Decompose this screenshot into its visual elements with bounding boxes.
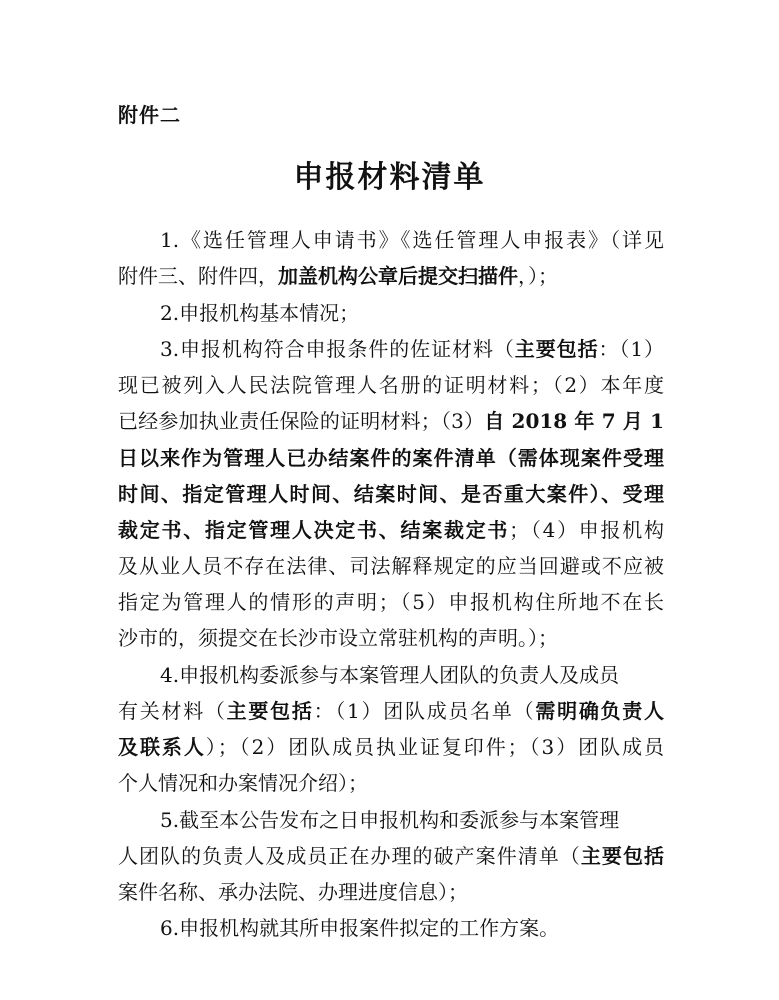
text-segment: 时间、指定管理人时间、结案时间、是否重大案件）、受理	[118, 482, 664, 506]
text-segment: 4.申报机构委派参与本案管理人团队的负责人及成员	[160, 663, 620, 687]
body-line	[118, 258, 664, 294]
body-line	[160, 222, 664, 258]
text-segment: ）；（2）团队成员执业证复印件；（3）团队成员	[205, 735, 665, 759]
body-line	[160, 802, 664, 838]
body-line	[118, 512, 664, 548]
text-segment: ，）；	[518, 264, 558, 288]
text-segment: 主要包括	[514, 337, 599, 361]
text-segment: 个人情况和办案情况介绍）；	[118, 771, 368, 795]
body-line	[118, 874, 664, 910]
text-segment: 1.《选任管理人申请书》《选任管理人申报表》（详见	[160, 228, 664, 252]
text-segment: 主要包括	[580, 844, 665, 868]
body-line	[118, 476, 664, 512]
body-line	[118, 548, 664, 584]
text-segment: 加盖机构公章后提交扫描件	[278, 264, 518, 288]
body-line	[160, 910, 664, 946]
text-segment: ；（4）申报机构	[509, 518, 664, 542]
text-segment: 有关材料（	[118, 699, 227, 723]
text-segment: 5.截至本公告发布之日申报机构和委派参与本案管理	[160, 808, 620, 832]
text-segment: 及从业人员不存在法律、司法解释规定的应当回避或不应被	[118, 554, 664, 578]
text-segment: 主要包括	[226, 699, 314, 723]
body-line	[118, 584, 664, 620]
body-line	[118, 403, 664, 439]
body-line	[118, 838, 664, 874]
text-segment: 6.申报机构就其所申报案件拟定的工作方案。	[160, 916, 560, 940]
text-segment: ：（1）团队成员名单（	[313, 699, 536, 723]
text-segment: 需明确负责人	[535, 699, 665, 723]
text-segment: 人团队的负责人及成员正在办理的破产案件清单（	[118, 844, 581, 868]
text-segment: ：（1）	[598, 337, 664, 361]
body-line	[118, 693, 664, 729]
text-segment: 裁定书、指定管理人决定书、结案裁定书	[118, 518, 510, 542]
body-line	[160, 657, 664, 693]
text-segment: 及联系人	[118, 735, 206, 759]
attachment-label: 附件二	[118, 103, 181, 127]
body-line	[118, 440, 664, 476]
text-segment: 沙市的，须提交在长沙市设立常驻机构的声明。）；	[118, 626, 558, 650]
text-segment: 附件三、附件四，	[118, 264, 278, 288]
text-segment: 现已被列入人民法院管理人名册的证明材料；（2）本年度	[118, 373, 664, 397]
document-title: 申报材料清单	[293, 160, 486, 195]
body-line	[118, 765, 664, 801]
text-segment: 案件名称、承办法院、办理进度信息	[118, 880, 438, 904]
body-line	[160, 331, 664, 367]
text-segment: 指定为管理人的情形的声明；（5）申报机构住所地不在长	[118, 590, 664, 614]
text-segment: 3.申报机构符合申报条件的佐证材料（	[160, 337, 515, 361]
text-segment: ）；	[438, 880, 468, 904]
text-segment: 自 2018 年 7 月 1	[484, 409, 664, 433]
body-line	[160, 295, 664, 331]
body-line	[118, 367, 664, 403]
body-line	[118, 620, 664, 656]
text-segment: 日以来作为管理人已办结案件的案件清单（需体现案件受理	[118, 446, 664, 470]
body-line	[118, 729, 664, 765]
text-segment: 已经参加执业责任保险的证明材料；（3）	[118, 409, 485, 433]
text-segment: 2.申报机构基本情况；	[160, 301, 360, 325]
